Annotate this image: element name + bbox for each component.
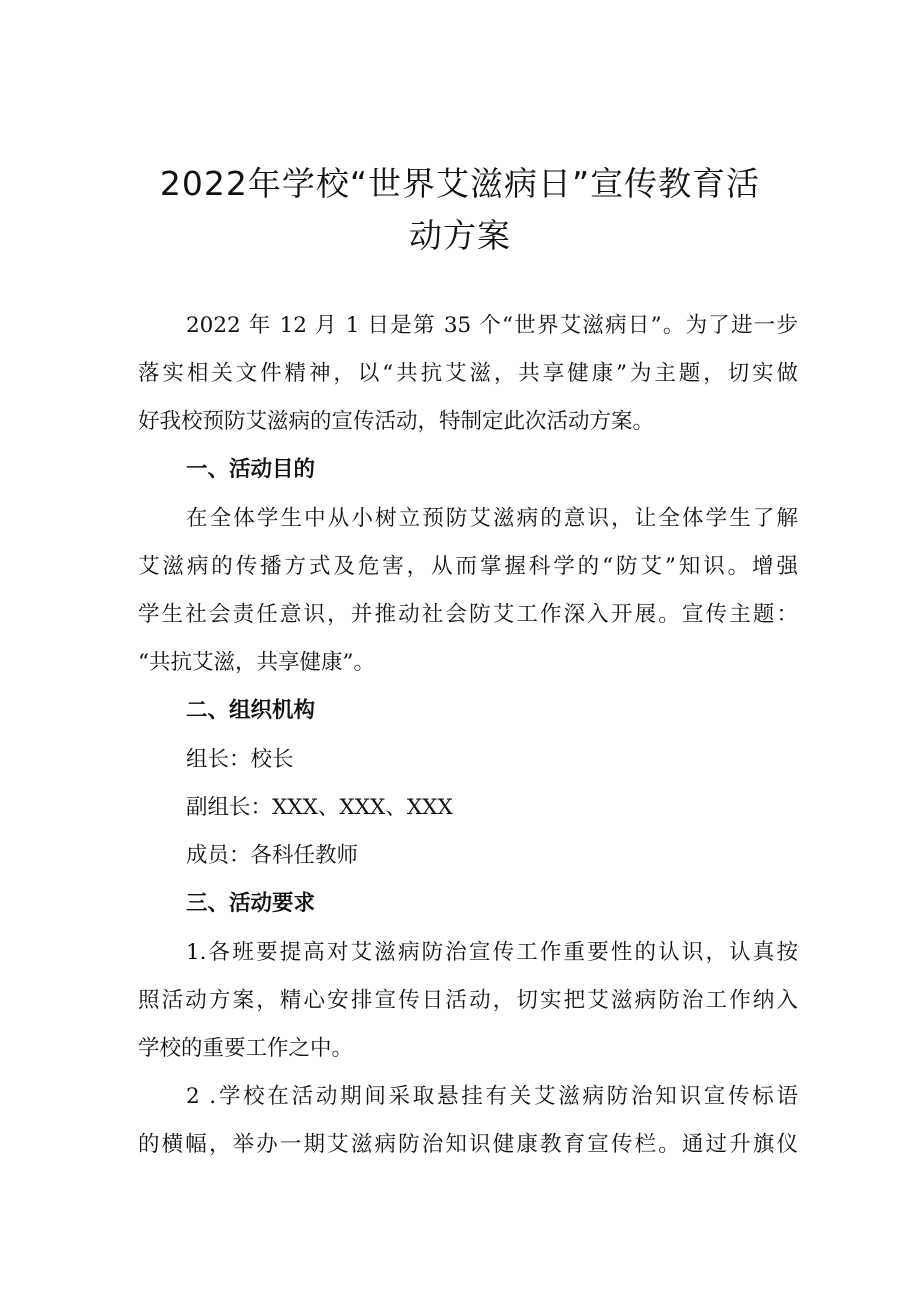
org-members: 成员：各科任教师 [186,843,359,868]
section-heading-organization: 二、组织机构 [186,698,316,723]
requirement-1-line-3: 学校的重要工作之中。 [138,1036,354,1061]
intro-line-2: 落实相关文件精神，以“共抗艾滋，共享健康”为主题，切实做 [138,361,798,386]
requirement-1-line-2: 照活动方案，精心安排宣传日活动，切实把艾滋病防治工作纳入 [138,988,798,1013]
purpose-line-2: 艾滋病的传播方式及危害，从而掌握科学的“防艾”知识。增强 [138,554,798,579]
requirement-1-line-1: 1.各班要提高对艾滋病防治宣传工作重要性的认识，认真按 [186,940,798,965]
document-title-line-1: 2022年学校“世界艾滋病日”宣传教育活 [159,164,761,203]
requirement-2-line-1: 2 .学校在活动期间采取悬挂有关艾滋病防治知识宣传标语 [186,1084,798,1109]
purpose-line-4: “共抗艾滋，共享健康”。 [138,650,375,675]
org-deputy: 副组长：XXX、XXX、XXX [186,795,453,820]
purpose-line-3: 学生社会责任意识，并推动社会防艾工作深入开展。宣传主题： [138,602,798,627]
requirement-2-line-2: 的横幅，举办一期艾滋病防治知识健康教育宣传栏。通过升旗仪 [138,1132,798,1157]
purpose-line-1: 在全体学生中从小树立预防艾滋病的意识，让全体学生了解 [186,506,798,531]
org-leader: 组长：校长 [186,747,294,772]
intro-line-1: 2022 年 12 月 1 日是第 35 个“世界艾滋病日”。为了进一步 [186,313,798,338]
section-heading-requirements: 三、活动要求 [186,891,316,916]
section-heading-purpose: 一、活动目的 [186,457,316,482]
intro-line-3: 好我校预防艾滋病的宣传活动，特制定此次活动方案。 [138,409,655,434]
document-title-line-2: 动方案 [409,216,511,255]
